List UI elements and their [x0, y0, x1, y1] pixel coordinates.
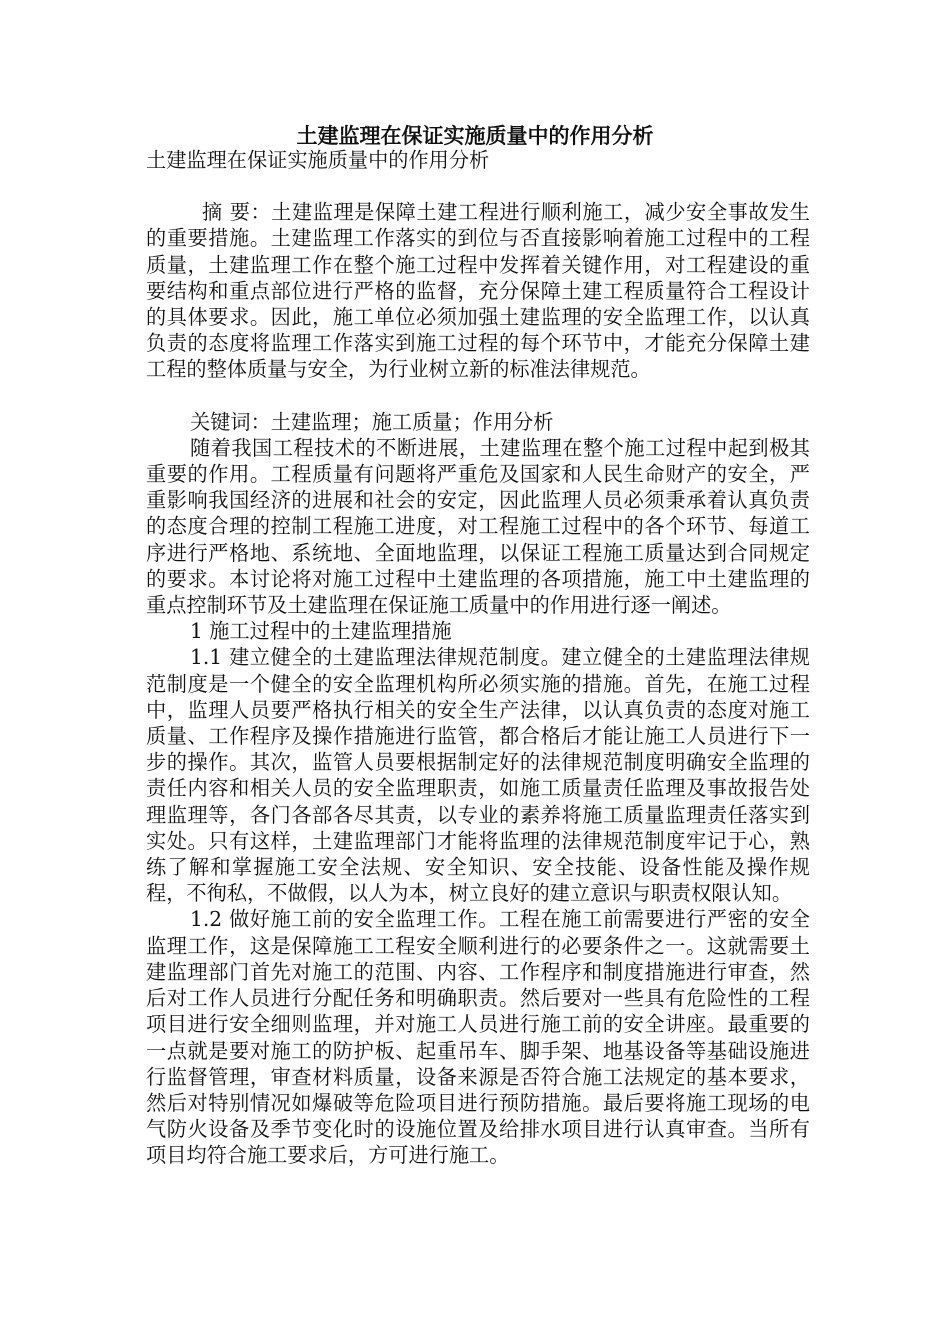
section-heading: 1 施工过程中的土建监理措施 [190, 619, 452, 644]
keywords-line: 关键词：土建监理；施工质量；作用分析 [190, 409, 554, 434]
blank-line [146, 173, 810, 199]
document-subtitle: 土建监理在保证实施质量中的作用分析 [146, 148, 490, 172]
document-title: 土建监理在保证实施质量中的作用分析 [296, 124, 654, 148]
intro-paragraph: 随着我国工程技术的不断进展，土建监理在整个施工过程中起到极其重要的作用。工程质量有问题将严重危及国家和人民生命财产的安全，严重影响我国经济的进展和社会的安定，因此监理人员必须秉承着认真负责的态度合理的控制工程施工进度，对工程施工过程中的各个环节、每道工序进行严格地、系统地、全面地监理，以保证工程施工质量达到合同规定的要求。本讨论将对施工过程中土建监理的各项措施，施工中土建监理的重点控制环节及土建监理在保证施工质量中的作用进行逐一阐述。 [146, 435, 810, 618]
blank-line [146, 383, 810, 409]
section-paragraph: 1.1 建立健全的土建监理法律规范制度。建立健全的土建监理法律规范制度是一个健全的安全监理机构所必须实施的措施。首先，在施工过程中，监理人员要严格执行相关的安全生产法律，以认真负责的态度对施工质量、工作程序及操作措施进行监管，都合格后才能让施工人员进行下一步的操作。其次，监管人员要根据制定好的法律规范制度明确安全监理的责任内容和相关人员的安全监理职责，如施工质量责任监理及事故报告处理监理等，各门各部各尽其责，以专业的素养将施工质量监理责任落实到实处。只有这样，土建监理部门才能将监理的法律规范制度牢记于心，熟练了解和掌握施工安全法规、安全知识、安全技能、设备性能及操作规程，不徇私，不做假，以人为本，树立良好的建立意识与职责权限认知。 [146, 645, 810, 906]
abstract-paragraph: 摘 要：土建监理是保障土建工程进行顺利施工，减少安全事故发生的重要措施。土建监理工作落实的到位与否直接影响着施工过程中的工程质量，土建监理工作在整个施工过程中发挥着关键作用，对工程建设的重要结构和重点部位进行严格的监督，充分保障土建工程质量符合工程设计的具体要求。因此，施工单位必须加强土建监理的安全监理工作，以认真负责的态度将监理工作落实到施工过程的每个环节中，才能充分保障土建工程的整体质量与安全，为行业树立新的标准法律规范。 [146, 200, 810, 382]
document-body [146, 147, 810, 1169]
section-paragraph: 1.2 做好施工前的安全监理工作。工程在施工前需要进行严密的安全监理工作，这是保障施工工程安全顺利进行的必要条件之一。这就需要土建监理部门首先对施工的范围、内容、工作程序和制度措施进行审查，然后对工作人员进行分配任务和明确职责。然后要对一些具有危险性的工程项目进行安全细则监理，并对施工人员进行施工前的安全讲座。最重要的一点就是要对施工的防护板、起重吊车、脚手架、地基设备等基础设施进行监督管理，审查材料质量，设备来源是否符合施工法规定的基本要求，然后对特别情况如爆破等危险项目进行预防措施。最后要将施工现场的电气防火设备及季节变化时的设施位置及给排水项目进行认真审查。当所有项目均符合施工要求后，方可进行施工。 [146, 907, 810, 1168]
